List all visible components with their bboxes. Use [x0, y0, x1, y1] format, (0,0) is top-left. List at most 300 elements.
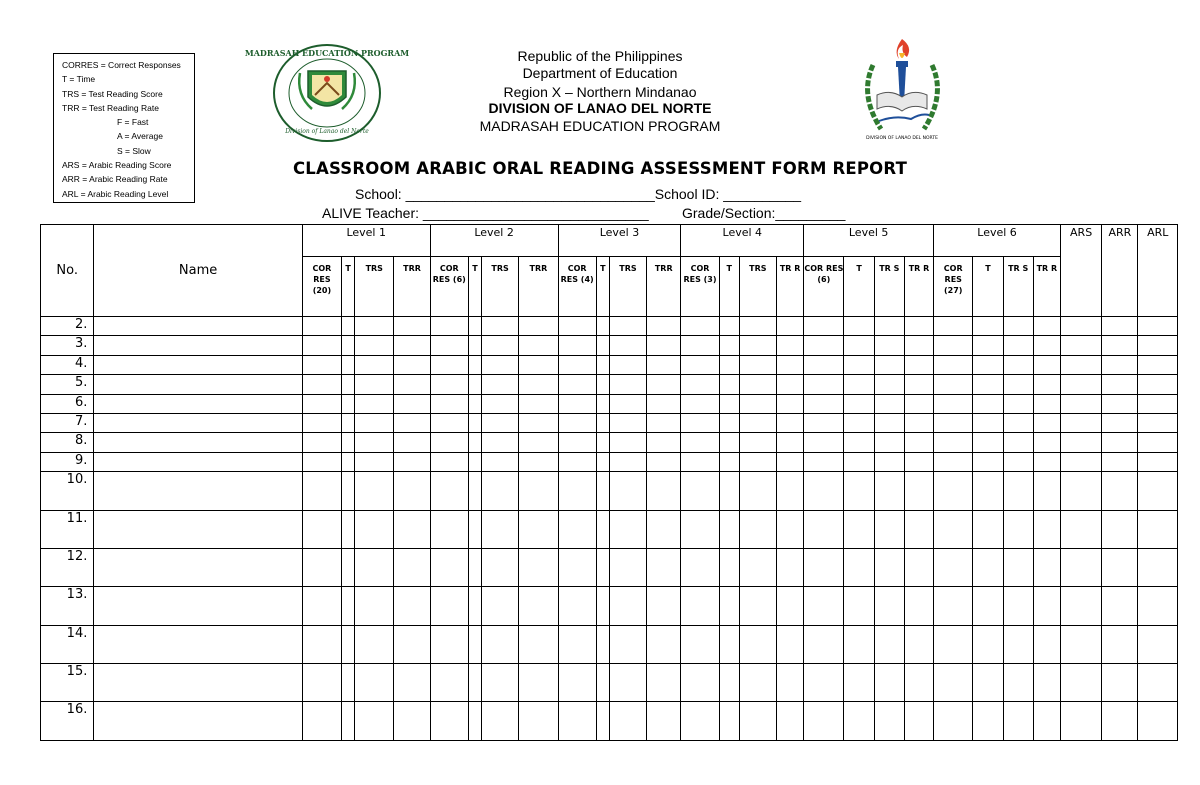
score-cell[interactable]	[1138, 625, 1178, 663]
score-cell[interactable]	[973, 433, 1003, 452]
score-cell[interactable]	[844, 472, 874, 510]
score-cell[interactable]	[430, 587, 468, 625]
score-cell[interactable]	[519, 452, 558, 471]
score-cell[interactable]	[609, 375, 646, 394]
score-cell[interactable]	[1138, 472, 1178, 510]
score-cell[interactable]	[874, 413, 904, 432]
score-cell[interactable]	[1033, 548, 1060, 586]
score-cell[interactable]	[519, 472, 558, 510]
name-cell[interactable]	[94, 702, 302, 740]
score-cell[interactable]	[596, 472, 609, 510]
score-cell[interactable]	[1138, 375, 1178, 394]
score-cell[interactable]	[394, 587, 430, 625]
score-cell[interactable]	[430, 452, 468, 471]
score-cell[interactable]	[777, 587, 804, 625]
score-cell[interactable]	[1060, 375, 1101, 394]
score-cell[interactable]	[1003, 433, 1033, 452]
score-cell[interactable]	[342, 587, 355, 625]
score-cell[interactable]	[647, 336, 681, 355]
score-cell[interactable]	[394, 433, 430, 452]
score-cell[interactable]	[1138, 664, 1178, 702]
score-cell[interactable]	[342, 664, 355, 702]
score-cell[interactable]	[394, 510, 430, 548]
score-cell[interactable]	[481, 587, 518, 625]
score-cell[interactable]	[430, 336, 468, 355]
score-cell[interactable]	[342, 548, 355, 586]
score-cell[interactable]	[394, 336, 430, 355]
score-cell[interactable]	[1102, 355, 1138, 374]
score-cell[interactable]	[739, 394, 776, 413]
score-cell[interactable]	[844, 587, 874, 625]
score-cell[interactable]	[739, 452, 776, 471]
score-cell[interactable]	[874, 452, 904, 471]
score-cell[interactable]	[934, 587, 973, 625]
score-cell[interactable]	[394, 413, 430, 432]
score-cell[interactable]	[519, 548, 558, 586]
score-cell[interactable]	[874, 664, 904, 702]
score-cell[interactable]	[681, 472, 719, 510]
score-cell[interactable]	[1102, 452, 1138, 471]
score-cell[interactable]	[355, 413, 394, 432]
score-cell[interactable]	[904, 413, 933, 432]
score-cell[interactable]	[681, 664, 719, 702]
score-cell[interactable]	[719, 336, 739, 355]
score-cell[interactable]	[302, 317, 341, 336]
score-cell[interactable]	[777, 355, 804, 374]
score-cell[interactable]	[430, 433, 468, 452]
score-cell[interactable]	[681, 355, 719, 374]
score-cell[interactable]	[739, 702, 776, 740]
score-cell[interactable]	[430, 394, 468, 413]
name-cell[interactable]	[94, 625, 302, 663]
score-cell[interactable]	[302, 433, 341, 452]
score-cell[interactable]	[302, 510, 341, 548]
score-cell[interactable]	[719, 548, 739, 586]
score-cell[interactable]	[481, 452, 518, 471]
score-cell[interactable]	[342, 472, 355, 510]
score-cell[interactable]	[844, 317, 874, 336]
score-cell[interactable]	[302, 472, 341, 510]
score-cell[interactable]	[355, 587, 394, 625]
score-cell[interactable]	[468, 702, 481, 740]
score-cell[interactable]	[844, 625, 874, 663]
score-cell[interactable]	[596, 336, 609, 355]
score-cell[interactable]	[681, 394, 719, 413]
score-cell[interactable]	[844, 664, 874, 702]
score-cell[interactable]	[719, 702, 739, 740]
score-cell[interactable]	[342, 317, 355, 336]
score-cell[interactable]	[647, 355, 681, 374]
score-cell[interactable]	[804, 625, 844, 663]
score-cell[interactable]	[804, 664, 844, 702]
score-cell[interactable]	[596, 702, 609, 740]
score-cell[interactable]	[430, 702, 468, 740]
score-cell[interactable]	[558, 587, 596, 625]
score-cell[interactable]	[558, 355, 596, 374]
score-cell[interactable]	[468, 472, 481, 510]
score-cell[interactable]	[647, 664, 681, 702]
score-cell[interactable]	[519, 394, 558, 413]
score-cell[interactable]	[1060, 452, 1101, 471]
score-cell[interactable]	[844, 433, 874, 452]
score-cell[interactable]	[342, 394, 355, 413]
score-cell[interactable]	[596, 452, 609, 471]
score-cell[interactable]	[1138, 548, 1178, 586]
score-cell[interactable]	[596, 394, 609, 413]
score-cell[interactable]	[973, 587, 1003, 625]
score-cell[interactable]	[904, 548, 933, 586]
score-cell[interactable]	[804, 510, 844, 548]
score-cell[interactable]	[804, 355, 844, 374]
score-cell[interactable]	[1060, 548, 1101, 586]
score-cell[interactable]	[468, 433, 481, 452]
score-cell[interactable]	[647, 394, 681, 413]
score-cell[interactable]	[904, 355, 933, 374]
score-cell[interactable]	[596, 587, 609, 625]
score-cell[interactable]	[481, 317, 518, 336]
score-cell[interactable]	[302, 413, 341, 432]
score-cell[interactable]	[647, 472, 681, 510]
score-cell[interactable]	[1033, 394, 1060, 413]
score-cell[interactable]	[719, 355, 739, 374]
score-cell[interactable]	[1102, 587, 1138, 625]
score-cell[interactable]	[844, 413, 874, 432]
score-cell[interactable]	[739, 548, 776, 586]
score-cell[interactable]	[596, 355, 609, 374]
score-cell[interactable]	[973, 336, 1003, 355]
score-cell[interactable]	[468, 625, 481, 663]
score-cell[interactable]	[596, 510, 609, 548]
score-cell[interactable]	[904, 664, 933, 702]
score-cell[interactable]	[804, 472, 844, 510]
score-cell[interactable]	[1003, 375, 1033, 394]
score-cell[interactable]	[596, 433, 609, 452]
score-cell[interactable]	[355, 472, 394, 510]
score-cell[interactable]	[739, 413, 776, 432]
score-cell[interactable]	[1138, 510, 1178, 548]
score-cell[interactable]	[934, 355, 973, 374]
score-cell[interactable]	[874, 355, 904, 374]
score-cell[interactable]	[1033, 510, 1060, 548]
score-cell[interactable]	[1033, 625, 1060, 663]
score-cell[interactable]	[468, 413, 481, 432]
score-cell[interactable]	[934, 413, 973, 432]
score-cell[interactable]	[719, 510, 739, 548]
score-cell[interactable]	[973, 394, 1003, 413]
score-cell[interactable]	[430, 413, 468, 432]
score-cell[interactable]	[934, 702, 973, 740]
score-cell[interactable]	[342, 702, 355, 740]
score-cell[interactable]	[777, 548, 804, 586]
score-cell[interactable]	[1060, 413, 1101, 432]
score-cell[interactable]	[934, 625, 973, 663]
score-cell[interactable]	[874, 375, 904, 394]
score-cell[interactable]	[596, 413, 609, 432]
score-cell[interactable]	[1060, 336, 1101, 355]
score-cell[interactable]	[596, 625, 609, 663]
score-cell[interactable]	[342, 355, 355, 374]
score-cell[interactable]	[558, 510, 596, 548]
score-cell[interactable]	[1033, 336, 1060, 355]
score-cell[interactable]	[844, 394, 874, 413]
score-cell[interactable]	[609, 587, 646, 625]
name-cell[interactable]	[94, 664, 302, 702]
score-cell[interactable]	[647, 433, 681, 452]
score-cell[interactable]	[302, 548, 341, 586]
score-cell[interactable]	[1003, 394, 1033, 413]
score-cell[interactable]	[302, 452, 341, 471]
score-cell[interactable]	[934, 452, 973, 471]
score-cell[interactable]	[1102, 510, 1138, 548]
score-cell[interactable]	[844, 702, 874, 740]
score-cell[interactable]	[777, 510, 804, 548]
score-cell[interactable]	[1138, 317, 1178, 336]
score-cell[interactable]	[934, 336, 973, 355]
score-cell[interactable]	[874, 548, 904, 586]
score-cell[interactable]	[342, 375, 355, 394]
score-cell[interactable]	[777, 702, 804, 740]
score-cell[interactable]	[1033, 587, 1060, 625]
score-cell[interactable]	[1102, 375, 1138, 394]
score-cell[interactable]	[1102, 413, 1138, 432]
score-cell[interactable]	[777, 317, 804, 336]
score-cell[interactable]	[777, 375, 804, 394]
score-cell[interactable]	[609, 413, 646, 432]
score-cell[interactable]	[481, 433, 518, 452]
score-cell[interactable]	[519, 375, 558, 394]
score-cell[interactable]	[804, 433, 844, 452]
score-cell[interactable]	[804, 548, 844, 586]
score-cell[interactable]	[394, 394, 430, 413]
score-cell[interactable]	[355, 664, 394, 702]
score-cell[interactable]	[394, 664, 430, 702]
name-cell[interactable]	[94, 336, 302, 355]
score-cell[interactable]	[468, 664, 481, 702]
name-cell[interactable]	[94, 355, 302, 374]
score-cell[interactable]	[1102, 394, 1138, 413]
score-cell[interactable]	[973, 510, 1003, 548]
score-cell[interactable]	[934, 472, 973, 510]
score-cell[interactable]	[874, 394, 904, 413]
score-cell[interactable]	[719, 587, 739, 625]
score-cell[interactable]	[874, 336, 904, 355]
score-cell[interactable]	[1033, 413, 1060, 432]
score-cell[interactable]	[481, 664, 518, 702]
score-cell[interactable]	[719, 625, 739, 663]
score-cell[interactable]	[609, 433, 646, 452]
score-cell[interactable]	[468, 587, 481, 625]
score-cell[interactable]	[844, 355, 874, 374]
score-cell[interactable]	[874, 510, 904, 548]
score-cell[interactable]	[355, 375, 394, 394]
score-cell[interactable]	[302, 625, 341, 663]
score-cell[interactable]	[647, 625, 681, 663]
score-cell[interactable]	[739, 336, 776, 355]
score-cell[interactable]	[596, 375, 609, 394]
score-cell[interactable]	[558, 336, 596, 355]
score-cell[interactable]	[777, 433, 804, 452]
score-cell[interactable]	[302, 355, 341, 374]
score-cell[interactable]	[558, 452, 596, 471]
score-cell[interactable]	[681, 702, 719, 740]
score-cell[interactable]	[681, 413, 719, 432]
score-cell[interactable]	[596, 548, 609, 586]
score-cell[interactable]	[739, 433, 776, 452]
score-cell[interactable]	[1060, 433, 1101, 452]
score-cell[interactable]	[719, 452, 739, 471]
score-cell[interactable]	[355, 702, 394, 740]
score-cell[interactable]	[609, 472, 646, 510]
score-cell[interactable]	[481, 510, 518, 548]
score-cell[interactable]	[355, 355, 394, 374]
score-cell[interactable]	[1003, 413, 1033, 432]
score-cell[interactable]	[430, 625, 468, 663]
name-cell[interactable]	[94, 452, 302, 471]
score-cell[interactable]	[1033, 664, 1060, 702]
score-cell[interactable]	[1102, 625, 1138, 663]
score-cell[interactable]	[844, 375, 874, 394]
score-cell[interactable]	[1033, 702, 1060, 740]
score-cell[interactable]	[481, 355, 518, 374]
score-cell[interactable]	[302, 394, 341, 413]
score-cell[interactable]	[904, 433, 933, 452]
score-cell[interactable]	[1060, 355, 1101, 374]
score-cell[interactable]	[681, 317, 719, 336]
score-cell[interactable]	[804, 336, 844, 355]
score-cell[interactable]	[609, 355, 646, 374]
score-cell[interactable]	[804, 587, 844, 625]
score-cell[interactable]	[609, 664, 646, 702]
score-cell[interactable]	[1033, 433, 1060, 452]
score-cell[interactable]	[468, 375, 481, 394]
score-cell[interactable]	[430, 548, 468, 586]
score-cell[interactable]	[1102, 664, 1138, 702]
score-cell[interactable]	[355, 433, 394, 452]
score-cell[interactable]	[681, 587, 719, 625]
score-cell[interactable]	[609, 336, 646, 355]
score-cell[interactable]	[844, 510, 874, 548]
score-cell[interactable]	[609, 317, 646, 336]
score-cell[interactable]	[1102, 336, 1138, 355]
score-cell[interactable]	[844, 548, 874, 586]
score-cell[interactable]	[777, 336, 804, 355]
score-cell[interactable]	[468, 394, 481, 413]
score-cell[interactable]	[1003, 317, 1033, 336]
score-cell[interactable]	[739, 510, 776, 548]
score-cell[interactable]	[973, 548, 1003, 586]
score-cell[interactable]	[519, 336, 558, 355]
score-cell[interactable]	[430, 355, 468, 374]
score-cell[interactable]	[1102, 317, 1138, 336]
score-cell[interactable]	[719, 317, 739, 336]
score-cell[interactable]	[1138, 336, 1178, 355]
score-cell[interactable]	[342, 510, 355, 548]
score-cell[interactable]	[468, 336, 481, 355]
score-cell[interactable]	[1003, 355, 1033, 374]
score-cell[interactable]	[973, 472, 1003, 510]
score-cell[interactable]	[558, 625, 596, 663]
name-cell[interactable]	[94, 317, 302, 336]
score-cell[interactable]	[1033, 317, 1060, 336]
score-cell[interactable]	[719, 394, 739, 413]
score-cell[interactable]	[394, 355, 430, 374]
score-cell[interactable]	[804, 317, 844, 336]
score-cell[interactable]	[609, 702, 646, 740]
score-cell[interactable]	[558, 394, 596, 413]
score-cell[interactable]	[739, 587, 776, 625]
score-cell[interactable]	[609, 452, 646, 471]
score-cell[interactable]	[719, 433, 739, 452]
score-cell[interactable]	[558, 548, 596, 586]
score-cell[interactable]	[647, 317, 681, 336]
score-cell[interactable]	[904, 472, 933, 510]
name-cell[interactable]	[94, 587, 302, 625]
score-cell[interactable]	[904, 317, 933, 336]
score-cell[interactable]	[719, 664, 739, 702]
score-cell[interactable]	[1060, 317, 1101, 336]
score-cell[interactable]	[609, 394, 646, 413]
score-cell[interactable]	[1060, 394, 1101, 413]
score-cell[interactable]	[394, 548, 430, 586]
score-cell[interactable]	[355, 336, 394, 355]
score-cell[interactable]	[681, 510, 719, 548]
score-cell[interactable]	[355, 452, 394, 471]
score-cell[interactable]	[1003, 548, 1033, 586]
score-cell[interactable]	[777, 413, 804, 432]
score-cell[interactable]	[973, 452, 1003, 471]
score-cell[interactable]	[302, 702, 341, 740]
score-cell[interactable]	[647, 510, 681, 548]
score-cell[interactable]	[647, 452, 681, 471]
score-cell[interactable]	[874, 702, 904, 740]
score-cell[interactable]	[739, 355, 776, 374]
score-cell[interactable]	[468, 548, 481, 586]
score-cell[interactable]	[519, 355, 558, 374]
score-cell[interactable]	[1060, 472, 1101, 510]
score-cell[interactable]	[1003, 336, 1033, 355]
score-cell[interactable]	[1003, 452, 1033, 471]
score-cell[interactable]	[609, 548, 646, 586]
score-cell[interactable]	[1060, 587, 1101, 625]
score-cell[interactable]	[904, 336, 933, 355]
score-cell[interactable]	[609, 510, 646, 548]
score-cell[interactable]	[468, 317, 481, 336]
score-cell[interactable]	[777, 452, 804, 471]
score-cell[interactable]	[973, 317, 1003, 336]
score-cell[interactable]	[1033, 375, 1060, 394]
score-cell[interactable]	[739, 625, 776, 663]
score-cell[interactable]	[1138, 355, 1178, 374]
score-cell[interactable]	[1003, 510, 1033, 548]
score-cell[interactable]	[904, 702, 933, 740]
score-cell[interactable]	[874, 433, 904, 452]
score-cell[interactable]	[430, 510, 468, 548]
name-cell[interactable]	[94, 472, 302, 510]
score-cell[interactable]	[596, 664, 609, 702]
score-cell[interactable]	[719, 375, 739, 394]
score-cell[interactable]	[1003, 702, 1033, 740]
score-cell[interactable]	[804, 702, 844, 740]
score-cell[interactable]	[355, 510, 394, 548]
score-cell[interactable]	[973, 375, 1003, 394]
name-cell[interactable]	[94, 413, 302, 432]
score-cell[interactable]	[355, 548, 394, 586]
score-cell[interactable]	[804, 394, 844, 413]
score-cell[interactable]	[681, 375, 719, 394]
score-cell[interactable]	[904, 510, 933, 548]
score-cell[interactable]	[904, 625, 933, 663]
score-cell[interactable]	[481, 336, 518, 355]
